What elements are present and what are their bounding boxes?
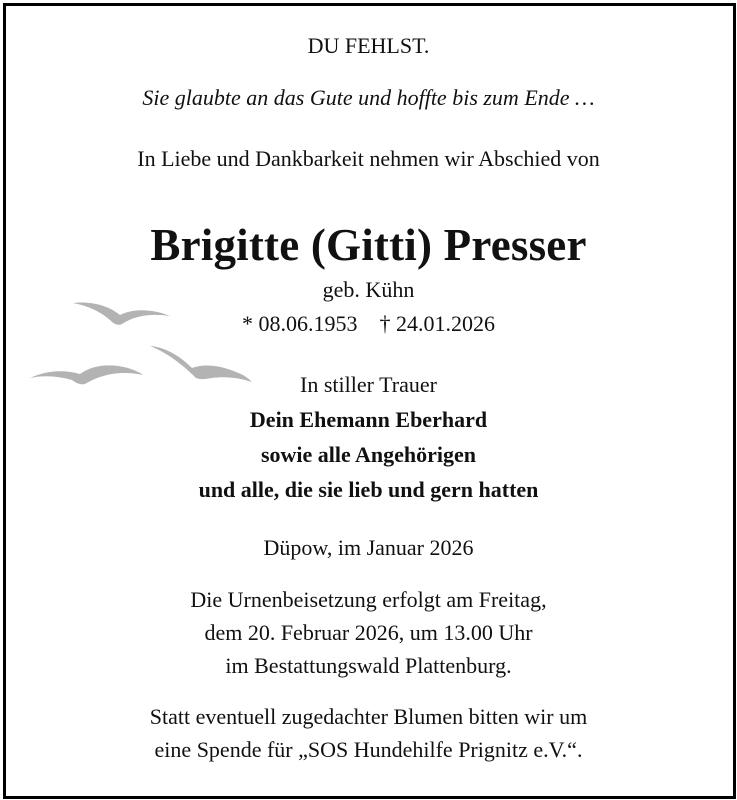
intro-text: In Liebe und Dankbarkeit nehmen wir Abschied von bbox=[137, 146, 600, 171]
quote: Sie glaubte an das Gute und hoffte bis zum Ende … bbox=[142, 85, 595, 110]
burial-line-1: Die Urnenbeisetzung erfolgt am Freitag, bbox=[190, 587, 547, 612]
place-date: Düpow, im Januar 2026 bbox=[263, 535, 474, 560]
life-dates: * 08.06.1953 † 24.01.2026 bbox=[242, 311, 495, 336]
donation-line-2: eine Spende für „SOS Hundehilfe Prignitz e.V.“. bbox=[154, 737, 583, 762]
deceased-name: Brigitte (Gitti) Presser bbox=[150, 220, 587, 270]
donation-line-1: Statt eventuell zugedachter Blumen bitten wir um bbox=[149, 704, 588, 729]
mourners-line-3: sowie alle Angehörigen bbox=[260, 442, 477, 467]
seagull-top bbox=[73, 303, 170, 325]
birth-name: geb. Kühn bbox=[322, 277, 415, 302]
burial-line-3: im Bestattungswald Plattenburg. bbox=[225, 653, 512, 678]
burial-line-2: dem 20. Februar 2026, um 13.00 Uhr bbox=[204, 620, 533, 645]
mourners-line-4: und alle, die sie lieb und gern hatten bbox=[198, 477, 539, 502]
mourners-line-2: Dein Ehemann Eberhard bbox=[249, 407, 488, 432]
mourners-line-1: In stiller Trauer bbox=[300, 372, 437, 397]
heading: DU FEHLST. bbox=[307, 33, 430, 58]
